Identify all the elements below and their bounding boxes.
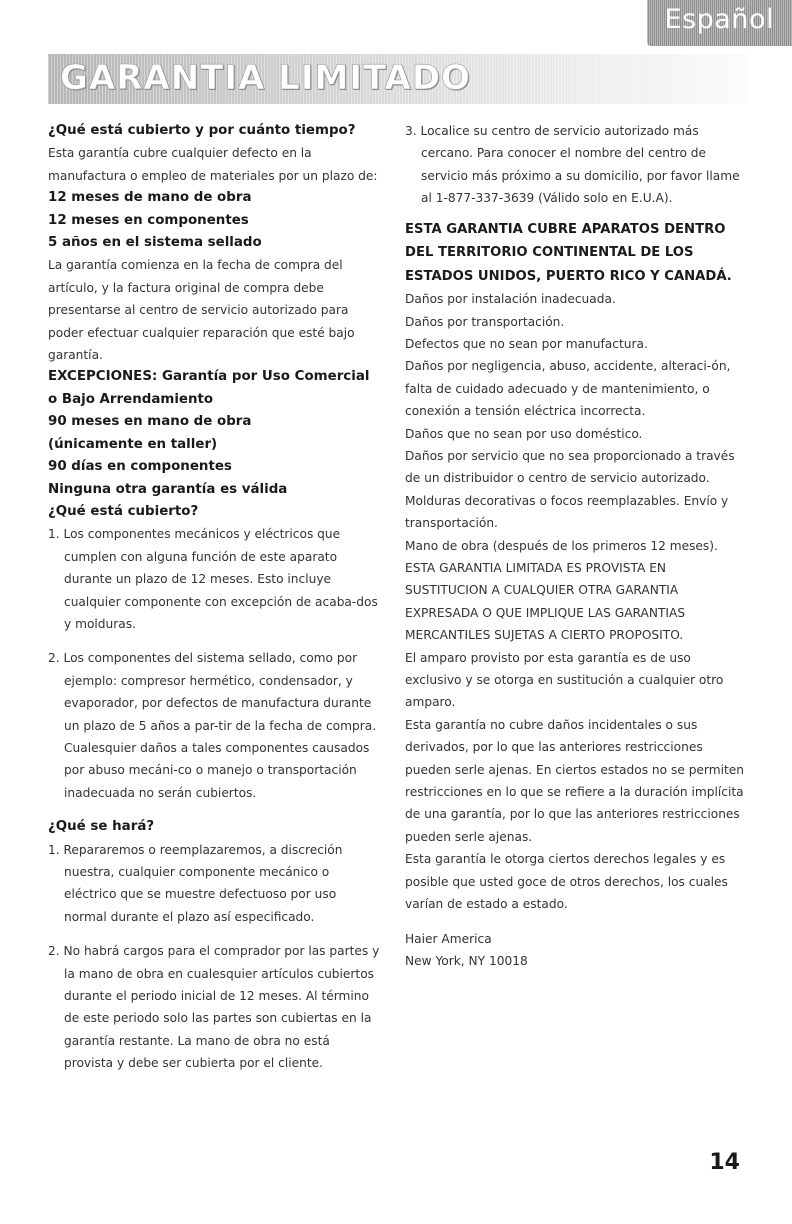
warranty-start: La garantía comienza en la fecha de compra del artículo, y la factura original de compra debe presentarse al centro de servicio autorizado para poder efectuar cualquier reparación que esté bajo garantía. <box>48 258 355 363</box>
exclusive-remedy: El amparo provisto por esta garantía es de uso exclusivo y se otorga en sustitución a cualquier otro amparo. <box>405 650 724 710</box>
page-number: 14 <box>709 1150 740 1175</box>
exclusion-1: Daños por instalación inadecuada. <box>405 292 616 307</box>
sealed-system-term: 5 años en el sistema sellado <box>48 235 262 251</box>
exclusion-6: Daños por servicio que no sea proporcionado a través de un distribuidor o centro de servicio autorizado. Molduras decorativas o focos reemplazables. Envío y transportación. <box>405 448 735 531</box>
covered-item-2: 2. Los componentes del sistema sellado, como por ejemplo: compresor hermético, condensador, y evaporador, por defectos de manufactura durante un plazo de 5 años a par-tir de la fecha de compra. Cualesquier daños a tales componentes causados por abuso mecáni-co o manejo o transportación inadecuada no serán cubiertos. <box>48 651 377 800</box>
company-address: New York, NY 10018 <box>405 953 528 968</box>
exclusion-3: Defectos que no sean por manufactura. <box>405 336 648 351</box>
title-banner <box>48 54 748 104</box>
covered-item-1: 1. Los componentes mecánicos y eléctricos que cumplen con alguna función de este aparato durante un plazo de 12 meses. Esto incluye cualquier componente con excepción de acaba-dos y molduras. <box>48 527 378 631</box>
heading-what-covered: ¿Qué está cubierto? <box>48 503 199 519</box>
heading-coverage-duration: ¿Qué está cubierto y por cuánto tiempo? <box>48 123 356 138</box>
exceptions-heading: EXCEPCIONES: Garantía por Uso Comercial o Bajo Arrendamiento <box>48 369 370 407</box>
left-column <box>48 120 382 1075</box>
action-item-1: 1. Repararemos o reemplazaremos, a discreción nuestra, cualquier componente mecánico o eléctrico que se muestre defectuoso por uso normal durante el plazo así especificado. <box>48 842 343 924</box>
no-other-warranty: Ninguna otra garantía es válida <box>48 481 288 497</box>
right-column <box>405 120 745 972</box>
language-tab <box>647 0 792 46</box>
action-item-2: 2. No habrá cargos para el comprador por las partes y la mano de obra en cualesquier artículos cubiertos durante el periodo inicial de 12 meses. Al término de este periodo solo las partes son cubiertas en la garantía restante. La mano de obra no está provista y debe ser cubierta por el cliente. <box>48 944 380 1071</box>
coverage-intro: Esta garantía cubre cualquier defecto en la manufactura o empleo de materiales por un plazo de: <box>48 146 378 183</box>
components-term: 12 meses en componentes <box>48 212 249 228</box>
disclaimer-text: ESTA GARANTIA LIMITADA ES PROVISTA EN SUSTITUCION A CUALQUIER OTRA GARANTIA EXPRESADA O QUE IMPLIQUE LAS GARANTIAS MERCANTILES SUJETAS A CIERTO PROPOSITO. <box>405 561 686 643</box>
labor-term: 12 meses de mano de obra <box>48 190 252 206</box>
exceptions-labor: 90 meses en mano de obra <box>48 414 252 430</box>
legal-rights: Esta garantía le otorga ciertos derechos legales y es posible que usted goce de otros derechos, los cuales varían de estado a estado. <box>405 852 728 912</box>
exclusion-2: Daños por transportación. <box>405 314 565 329</box>
territory-heading: ESTA GARANTIA CUBRE APARATOS DENTRO DEL TERRITORIO CONTINENTAL DE LOS ESTADOS UNIDOS, PUERTO RICO Y CANADÁ. <box>405 221 732 284</box>
exclusion-7: Mano de obra (después de los primeros 12 meses). <box>405 538 718 553</box>
language-label: Español <box>664 4 774 35</box>
action-item-3: 3. Localice su centro de servicio autorizado más cercano. Para conocer el nombre del centro de servicio más próximo a su domicilio, por favor llame al 1-877-337-3639 (Válido solo en E.U.A). <box>405 124 740 206</box>
exclusion-5: Daños que no sean por uso doméstico. <box>405 426 643 441</box>
page-title: GARANTIA LIMITADO <box>60 58 471 98</box>
heading-what-done: ¿Qué se hará? <box>48 819 155 835</box>
exclusion-4: Daños por negligencia, abuso, accidente, alteraci-ón, falta de cuidado adecuado y de mantenimiento, o conexión a tensión eléctrica incorrecta. <box>405 359 731 419</box>
exceptions-components: 90 días en componentes <box>48 459 232 475</box>
exceptions-shop-only: (únicamente en taller) <box>48 436 218 452</box>
incidental-damages: Esta garantía no cubre daños incidentales o sus derivados, por lo que las anteriores restricciones pueden serle ajenas. En ciertos estados no se permiten restricciones en lo que se refiere a la duración implícita de una garantía, por lo que las anteriores restricciones pueden serle ajenas. <box>405 717 744 844</box>
company-name: Haier America <box>405 931 492 946</box>
